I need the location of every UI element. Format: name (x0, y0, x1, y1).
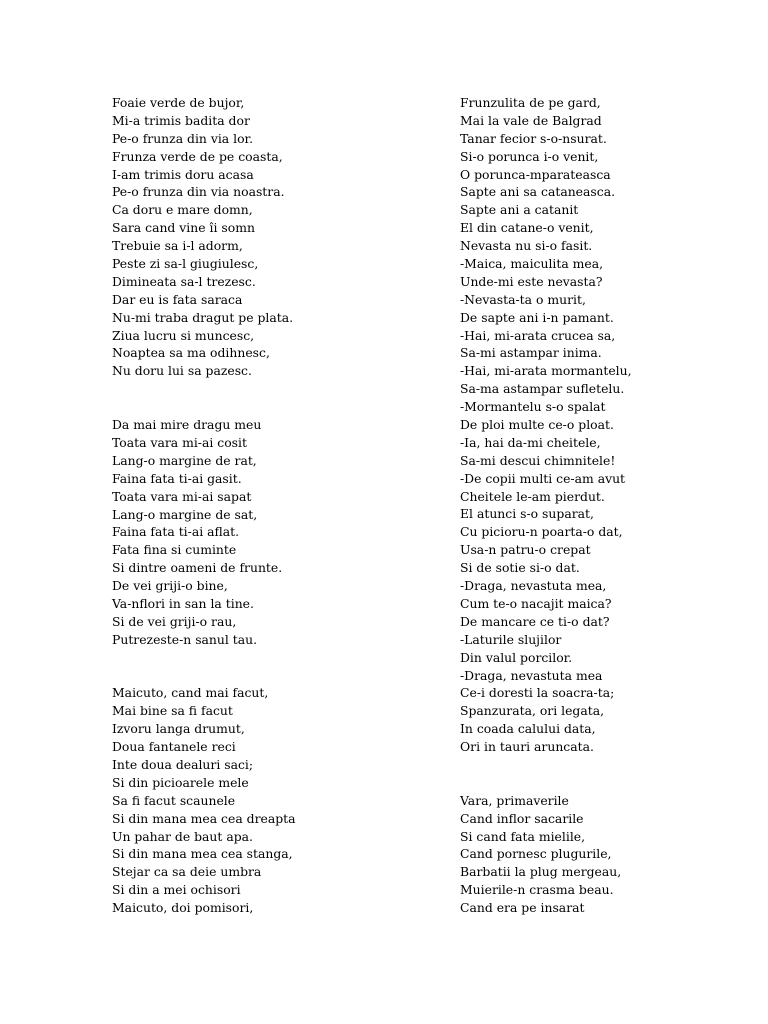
verse-line: Doua fantanele reci (112, 739, 236, 755)
verse-line: Stejar ca sa deie umbra (112, 864, 262, 880)
verse-line: -Ia, hai da-mi cheitele, (460, 434, 601, 450)
stanza-maicuto (112, 684, 442, 917)
verse-line: Toata vara mi-ai cosit (112, 434, 247, 450)
verse-line: Si de vei griji-o rau, (112, 613, 237, 629)
verse-line: Pe-o frunza din via lor. (112, 130, 254, 146)
verse-line: Da mai mire dragu meu (112, 417, 262, 433)
verse-line: Barbatii la plug mergeau, (460, 864, 622, 880)
verse-line: Ca doru e mare domn, (112, 202, 253, 218)
verse-line: -Hai, mi-arata crucea sa, (460, 327, 616, 343)
verse-line: Sa-mi descui chimnitele! (460, 452, 616, 468)
verse-line: Faina fata ti-ai aflat. (112, 524, 240, 540)
verse-line: Si cand fata mielile, (460, 828, 586, 844)
verse-line: Usa-n patru-o crepat (460, 542, 591, 558)
verse-line: O porunca-mparateasca (460, 166, 611, 182)
verse-line: De mancare ce ti-o dat? (460, 613, 610, 629)
right-column (460, 94, 760, 917)
verse-line: Cand era pe insarat (460, 900, 585, 916)
verse-line: Tanar fecior s-o-nsurat. (460, 130, 607, 146)
verse-line: Si dintre oameni de frunte. (112, 560, 283, 576)
verse-line: Fata fina si cuminte (112, 542, 237, 558)
verse-line: De ploi multe ce-o ploat. (460, 417, 614, 433)
stanza-vara-primaverile (460, 792, 760, 917)
verse-line: Faina fata ti-ai gasit. (112, 470, 242, 486)
verse-line: Mai la vale de Balgrad (460, 112, 602, 128)
verse-line: Maicuto, doi pomisori, (112, 900, 254, 916)
verse-line: Unde-mi este nevasta? (460, 273, 603, 289)
verse-line: Si din mana mea cea stanga, (112, 846, 293, 862)
stanza-frunzulita-de-pe-gard (460, 94, 760, 756)
verse-line: -Nevasta-ta o murit, (460, 291, 586, 307)
verse-line: Si de sotie si-o dat. (460, 560, 580, 576)
verse-line: De vei griji-o bine, (112, 578, 228, 594)
verse-line: Si din mana mea cea dreapta (112, 810, 296, 826)
left-column (112, 94, 442, 917)
stanza-spacer (112, 649, 442, 685)
verse-line: El atunci s-o suparat, (460, 506, 594, 522)
verse-line: Mi-a trimis badita dor (112, 112, 250, 128)
verse-line: Ziua lucru si muncesc, (112, 327, 255, 343)
verse-line: Nu doru lui sa pazesc. (112, 363, 252, 379)
verse-line: Cand inflor sacarile (460, 810, 584, 826)
verse-line: Toata vara mi-ai sapat (112, 488, 252, 504)
verse-line: Lang-o margine de rat, (112, 452, 257, 468)
verse-line: In coada calului data, (460, 721, 596, 737)
verse-line: Sapte ani a catanit (460, 202, 579, 218)
verse-line: Sa-mi astampar inima. (460, 345, 602, 361)
verse-line: Si din picioarele mele (112, 774, 249, 790)
verse-line: Maicuto, cand mai facut, (112, 685, 269, 701)
verse-line: Frunzulita de pe gard, (460, 95, 601, 110)
verse-line: -Draga, nevastuta mea (460, 667, 603, 683)
verse-line: Un pahar de baut apa. (112, 828, 253, 844)
verse-line: Va-nflori in san la tine. (112, 595, 254, 611)
verse-line: Din valul porcilor. (460, 649, 573, 665)
verse-line: Ce-i doresti la soacra-ta; (460, 685, 615, 701)
verse-line: -Maica, maiculita mea, (460, 256, 604, 272)
verse-line: Izvoru langa drumut, (112, 721, 245, 737)
verse-line: Cand pornesc plugurile, (460, 846, 612, 862)
verse-line: Si-o porunca i-o venit, (460, 148, 599, 164)
verse-line: Mai bine sa fi facut (112, 703, 233, 719)
stanza-spacer (112, 380, 442, 416)
verse-line: Trebuie sa i-l adorm, (112, 238, 243, 254)
verse-line: El din catane-o venit, (460, 220, 594, 236)
verse-line: Nevasta nu si-o fasit. (460, 238, 593, 254)
verse-line: Dar eu is fata saraca (112, 291, 243, 307)
verse-line: I-am trimis doru acasa (112, 166, 254, 182)
verse-line: Noaptea sa ma odihnesc, (112, 345, 270, 361)
verse-line: Sara cand vine îi somn (112, 220, 255, 236)
verse-line: Putrezeste-n sanul tau. (112, 631, 258, 647)
verse-line: Spanzurata, ori legata, (460, 703, 605, 719)
verse-line: -De copii multi ce-am avut (460, 470, 626, 486)
verse-line: De sapte ani i-n pamant. (460, 309, 614, 325)
verse-line: -Draga, nevastuta mea, (460, 578, 607, 594)
verse-line: Sa fi facut scaunele (112, 792, 236, 808)
verse-line: Pe-o frunza din via noastra. (112, 184, 285, 200)
stanza-foaie-verde-de-bujor (112, 94, 442, 380)
verse-line: Dimineata sa-l trezesc. (112, 273, 256, 289)
verse-line: Nu-mi traba dragut pe plata. (112, 309, 294, 325)
verse-line: Frunza verde de pe coasta, (112, 148, 283, 164)
verse-line: Si din a mei ochisori (112, 882, 241, 898)
verse-line: -Laturile slujilor (460, 631, 562, 647)
verse-line: Inte doua dealuri saci; (112, 756, 254, 772)
verse-line: Peste zi sa-l giugiulesc, (112, 256, 259, 272)
stanza-da-mai-mire (112, 416, 442, 649)
verse-line: Ori in tauri aruncata. (460, 739, 594, 755)
verse-line: -Mormantelu s-o spalat (460, 399, 606, 415)
verse-line: Sapte ani sa cataneasca. (460, 184, 616, 200)
verse-line: Cu picioru-n poarta-o dat, (460, 524, 623, 540)
verse-line: Lang-o margine de sat, (112, 506, 258, 522)
verse-line: Sa-ma astampar sufletelu. (460, 381, 625, 397)
verse-line: Vara, primaverile (460, 792, 569, 808)
verse-line: Cum te-o nacajit maica? (460, 595, 612, 611)
verse-line: -Hai, mi-arata mormantelu, (460, 363, 632, 379)
verse-line: Foaie verde de bujor, (112, 95, 245, 110)
verse-line: Cheitele le-am pierdut. (460, 488, 605, 504)
verse-line: Muierile-n crasma beau. (460, 882, 614, 898)
stanza-spacer (460, 756, 760, 792)
